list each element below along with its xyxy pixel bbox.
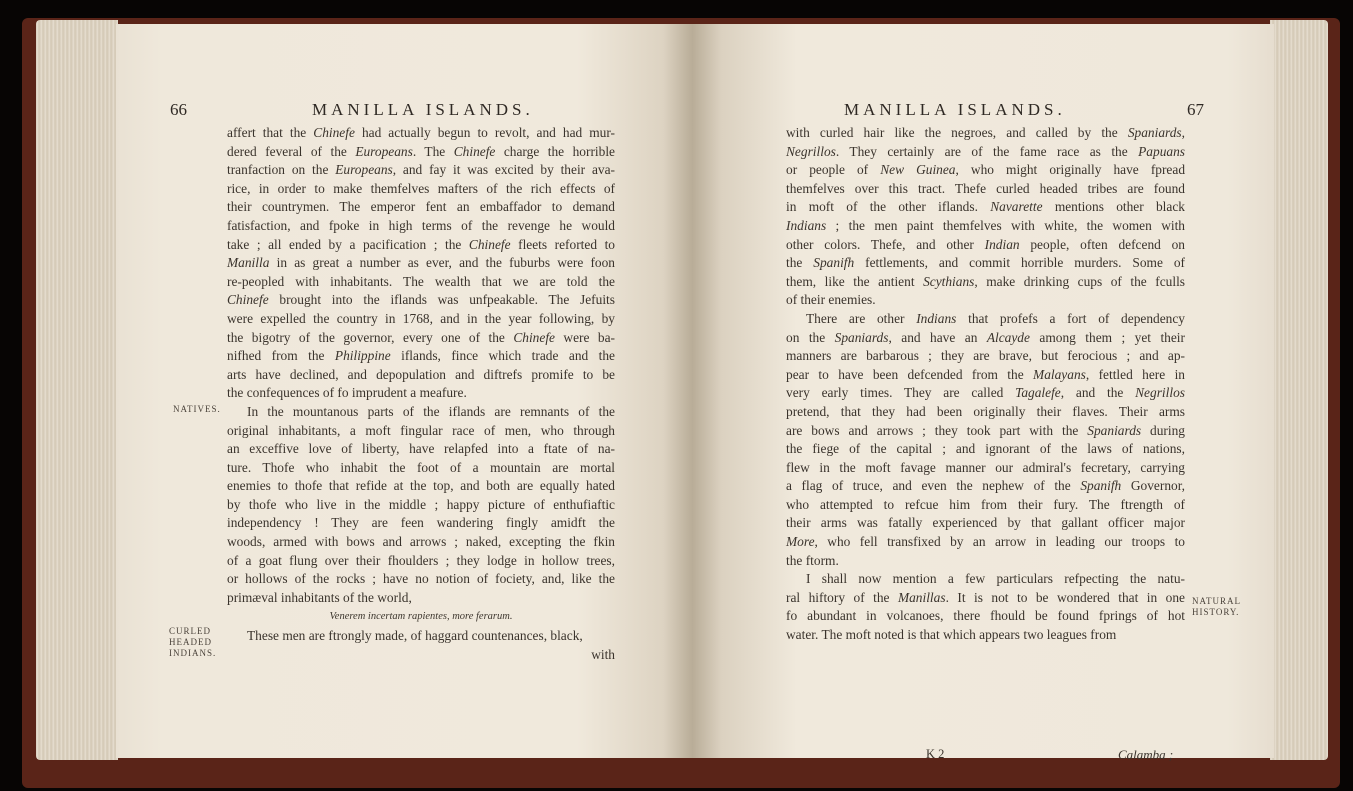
paragraph xyxy=(786,124,1185,310)
text-line: take ; all ended by a pacification ; the Chinefe fleets reforted to xyxy=(227,236,615,252)
paragraph xyxy=(786,570,1185,644)
text-line: flew in the moft favage manner our admiral's fecretary, carrying xyxy=(786,459,1185,475)
text-line: fatisfaction, and fpoke in high terms of the revenge he would xyxy=(227,217,615,233)
text-line: In the mountanous parts of the iflands are remnants of the xyxy=(247,403,615,419)
text-line: with curled hair like the negroes, and called by the Spaniards, xyxy=(786,125,1185,140)
text-line: the confequences of fo imprudent a meafure. xyxy=(227,385,467,401)
margin-note-line: NATURAL xyxy=(1192,596,1241,606)
right-page xyxy=(692,24,1274,762)
catchword: with xyxy=(591,646,615,662)
text-line: or hollows of the rocks ; have no notion of fociety, and, like the xyxy=(227,571,615,587)
catchword: Calamba ; xyxy=(1118,747,1174,762)
text-line: them, like the antient Scythians, make drinking cups of the fculls xyxy=(786,273,1186,289)
text-line: fo abundant in volcanoes, there fhould be found fprings of hot xyxy=(786,608,1185,624)
text-line: very early times. They are called Tagalefe, and the Negrillos xyxy=(786,385,1185,401)
text-line: water. The moft noted is that which appears two leagues from xyxy=(786,627,1117,643)
text-line: in moft of the other iflands. Navarette mentions other black xyxy=(786,199,1185,215)
text-line: or people of New Guinea, who might originally have fpread xyxy=(786,162,1186,178)
margin-note-line: HISTORY. xyxy=(1192,607,1240,617)
text-line: the ftorm. xyxy=(786,552,839,568)
paragraph xyxy=(227,403,615,608)
page-edges-left xyxy=(36,20,118,760)
text-line: enemies to thofe that refide at the top, and both are equally hated xyxy=(227,478,615,494)
text-line: who attempted to refcue him from their fury. The ftrength of xyxy=(786,496,1185,512)
text-line: other colors. Thefe, and other Indian people, often defcend on xyxy=(786,236,1185,252)
paragraph xyxy=(227,627,615,646)
text-line: woods, armed with bows and arrows ; naked, excepting the fkin xyxy=(227,534,615,550)
text-line: rice, in order to make themfelves mafters of the rich effects of xyxy=(227,180,615,196)
margin-note-natural-history xyxy=(1192,596,1241,618)
text-line: primæval inhabitants of the world, xyxy=(227,589,412,605)
margin-note-line: CURLED xyxy=(169,626,211,636)
latin-quote: Venerem incertam rapientes, more ferarum. xyxy=(329,611,513,623)
text-line: dered feveral of the Europeans. The Chinefe charge the horrible xyxy=(227,143,615,159)
text-line: were expelled the country in 1768, and in the year following, by xyxy=(227,310,615,326)
text-line: Negrillos. They certainly are of the fame race as the Papuans xyxy=(786,143,1185,159)
text-line: of their enemies. xyxy=(786,292,876,308)
page-number: 67 xyxy=(1187,100,1204,119)
signature-mark: K 2 xyxy=(926,747,945,761)
text-line: manners are barbarous ; they are brave, but ferocious ; and ap- xyxy=(786,348,1185,364)
margin-note-line: INDIANS. xyxy=(169,648,217,658)
text-line: are bows and arrows ; they took part with the Spaniards during xyxy=(786,422,1186,438)
page-number: 66 xyxy=(170,100,187,119)
text-line: pretend, that they had been originally their flaves. Their arms xyxy=(786,403,1185,419)
text-line: re-peopled with inhabitants. The wealth that we are told the xyxy=(227,273,615,289)
text-line: an exceffive love of liberty, have relapfed into a ftate of na- xyxy=(227,441,615,457)
paragraph xyxy=(227,124,615,403)
text-line: There are other Indians that profefs a fort of dependency xyxy=(806,310,1186,326)
left-page xyxy=(116,24,692,758)
running-head: MANILLA ISLANDS. xyxy=(312,100,534,119)
text-line: arts have declined, and depopulation and diftrefs promife to be xyxy=(227,366,615,382)
text-line: a flag of truce, and even the nephew of the Spanifh Governor, xyxy=(786,478,1185,494)
text-line: affert that the Chinefe had actually begun to revolt, and had mur- xyxy=(227,125,615,140)
text-line: pear to have been defcended from the Malayans, fettled here in xyxy=(786,366,1185,382)
text-line: of a goat flung over their fhoulders ; they lodge in hollow trees, xyxy=(227,552,615,568)
text-line: These men are ftrongly made, of haggard countenances, black, xyxy=(247,628,583,644)
right-body-text xyxy=(786,124,1185,645)
text-line: ral hiftory of the Manillas. It is not to be wondered that in one xyxy=(786,589,1185,605)
text-line: independency ! They are feen wandering fingly amidft the xyxy=(227,515,615,531)
text-line: the fiege of the capital ; and ignorant of the laws of nations, xyxy=(786,441,1185,457)
text-line: the bigotry of the governor, every one of the Chinefe were ba- xyxy=(227,329,615,345)
running-head: MANILLA ISLANDS. xyxy=(844,100,1066,119)
margin-note-curled-headed-indians xyxy=(169,626,216,659)
text-line: themfelves over this tract. Thefe curled headed tribes are found xyxy=(786,180,1185,196)
page-edges-right xyxy=(1270,20,1328,760)
text-line: More, who fell transfixed by an arrow in leading our troops to xyxy=(786,534,1185,550)
text-line: their arms was fatally experienced by that gallant officer major xyxy=(786,515,1185,531)
text-line: Indians ; the men paint themfelves with white, the women with xyxy=(786,217,1185,233)
text-line: on the Spaniards, and have an Alcayde among them ; yet their xyxy=(786,329,1185,345)
margin-note-natives: NATIVES. xyxy=(173,404,221,414)
text-line: I shall now mention a few particulars refpecting the natu- xyxy=(806,571,1185,587)
left-body-text xyxy=(227,124,615,664)
text-line: the Spanifh fettlements, and commit horrible murders. Some of xyxy=(786,255,1185,271)
paragraph xyxy=(786,310,1185,570)
text-line: tranfaction on the Europeans, and fay it was excited by their ava- xyxy=(227,162,615,178)
text-line: their countrymen. The emperor fent an embaffador to demand xyxy=(227,199,615,215)
text-line: Manilla in as great a number as ever, and the fuburbs were foon xyxy=(227,255,615,271)
text-line: nifhed from the Philippine iflands, fince which trade and the xyxy=(227,348,615,364)
text-line: by thofe who live in the middle ; happy picture of enthufiaftic xyxy=(227,496,615,512)
margin-note-line: HEADED xyxy=(169,637,212,647)
text-line: original inhabitants, a moft fingular race of men, who through xyxy=(227,422,615,438)
text-line: Chinefe brought into the iflands was unfpeakable. The Jefuits xyxy=(227,292,615,308)
text-line: ture. Thofe who inhabit the foot of a mountain are mortal xyxy=(227,459,615,475)
